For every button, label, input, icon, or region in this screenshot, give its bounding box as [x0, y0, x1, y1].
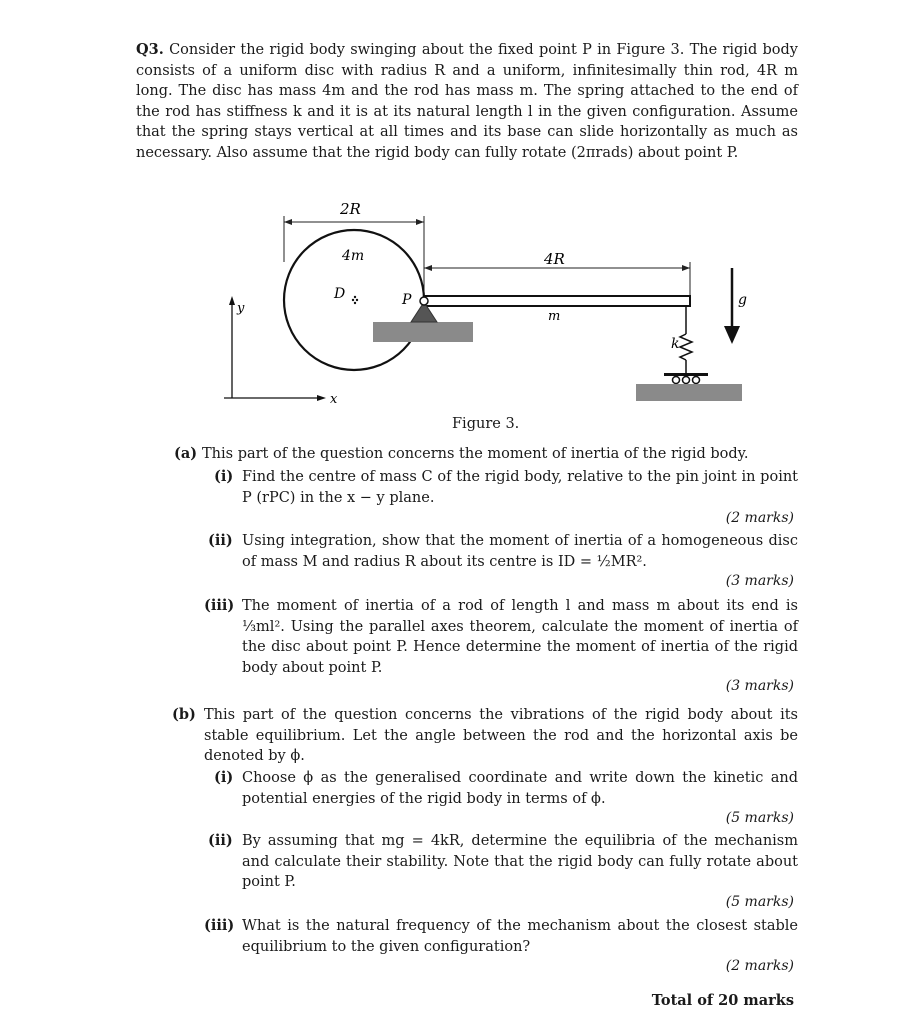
label-y: y [237, 301, 245, 316]
part-a-ii-text: Using integration, show that the moment of inertia of a homogeneous disc of mass M and radius R about its centre is ID = ½MR². [242, 533, 798, 570]
roller-ground [636, 384, 742, 401]
pin-joint-P [420, 297, 428, 305]
label-g: g [738, 292, 747, 308]
roller-plate [664, 373, 708, 376]
marks-a-ii: (3 marks) [725, 573, 794, 589]
figure-3 [210, 192, 770, 412]
marks-b-iii: (2 marks) [725, 958, 794, 974]
part-b-ii-text: By assuming that mg = 4kR, determine the equilibria of the mechanism and calculate their stability. Note that the rigid body can fully rotate about point P. [242, 833, 798, 890]
label-x: x [330, 392, 338, 407]
marks-a-i: (2 marks) [725, 510, 794, 526]
label-4R: 4R [544, 250, 565, 268]
marks-b-i: (5 marks) [725, 810, 794, 826]
part-b-i-text: Choose ϕ as the generalised coordinate and write down the kinetic and potential energies of the rigid body in terms of ϕ. [242, 770, 798, 807]
part-a-text: This part of the question concerns the moment of inertia of the rigid body. [202, 446, 749, 462]
figure-diagram [210, 192, 770, 412]
marks-a-iii: (3 marks) [725, 678, 794, 694]
marks-b-ii: (5 marks) [725, 894, 794, 910]
label-disc-mass: 4m [342, 248, 365, 264]
spring [680, 334, 692, 360]
label-P: P [402, 292, 412, 308]
part-b-iii-text: What is the natural frequency of the mechanism about the closest stable equilibrium to the given configuration? [242, 918, 798, 955]
centre-D-marker [352, 296, 358, 304]
part-a-label: (a) [174, 445, 198, 462]
part-a-iii-text: The moment of inertia of a rod of length l and mass m about its end is ⅓ml². Using the parallel axes theorem, calculate the moment of inertia of the disc about point P. Hence determine the moment of inertia of the rigid body about point P. [242, 598, 798, 676]
exam-page: Q3. Consider the rigid body swinging about the fixed point P in Figure 3. The rigid body consists of a uniform disc with radius R and a uniform, infinitesimally thin rod, 4R m long. The disc has mass 4m and the rod has mass m. The spring attached to the end of the rod has stiffness k and it is at its natural length l in the given configuration. Assume that the spring stays vertical at all times and its base can slide horizontally as much as necessary. Also assume that the rigid body can fully rotate (2πrads) about point P. 2R 4m D 4R m P k g y x Figure 3. (a) This part of the question concerns the moment of inertia of the rigid body. (i) Find the centre of mass C of the rigid body, relative to the pin joint in point P (rPC) in the x − y plane. (2 marks) (ii) Using integration, show that the moment of inertia of a homogeneous disc of mass M and radius R about its centre is ID = ½MR². (3 marks) (iii) The moment of inertia of a rod of length l and mass m about its end is ⅓ml². Using the parallel axes theorem, calculate the moment of inertia of the disc about point P. Hence determine the moment of inertia of the rigid body about point P. (3 marks) (b) This part of the question concerns the vibrations of the rigid body about its stable equilibrium. Let the angle between the rod and the horizontal axis be denoted by ϕ. (i) Choose ϕ as the generalised coordinate and write down the kinetic and potential energies of the rigid body in terms of ϕ. (5 marks) (ii) By assuming that mg = 4kR, determine the equilibria of the mechanism and calculate their stability. Note that the rigid body can fully rotate about point P. (5 marks) (iii) What is the natural frequency of the mechanism about the closest stable equilibrium to the given configuration? (2 marks) Total of 20 marks [136, 41, 798, 1009]
label-D: D [334, 286, 346, 302]
figure-caption: Figure 3. [452, 416, 520, 432]
label-k: k [671, 336, 680, 352]
part-b-label: (b) [172, 706, 196, 723]
rod [424, 296, 690, 306]
question-q3 [136, 40, 798, 163]
label-rod-mass: m [548, 309, 561, 324]
question-text: Consider the rigid body swinging about the fixed point P in Figure 3. The rigid body consists of a uniform disc with radius R and a uniform, infinitesimally thin rod, 4R m long. The disc has mass 4m and the rod has mass m. The spring attached to the end of the rod has stiffness k and it is at its natural length l in the given configuration. Assume that the spring stays vertical at all times and its base can slide horizontally as much as necessary. Also assume that the rigid body can fully rotate (2πrads) about point P. [136, 42, 798, 161]
part-a-i-text: Find the centre of mass C of the rigid body, relative to the pin joint in point P (rPC) in the x − y plane. [242, 469, 798, 506]
label-2R: 2R [340, 200, 361, 218]
question-label: Q3. [136, 41, 164, 58]
pin-ground [373, 322, 473, 342]
part-b-text: This part of the question concerns the vibrations of the rigid body about its stable equilibrium. Let the angle between the rod and the horizontal axis be denoted by ϕ. [204, 707, 798, 764]
total-marks: Total of 20 marks [651, 992, 794, 1009]
